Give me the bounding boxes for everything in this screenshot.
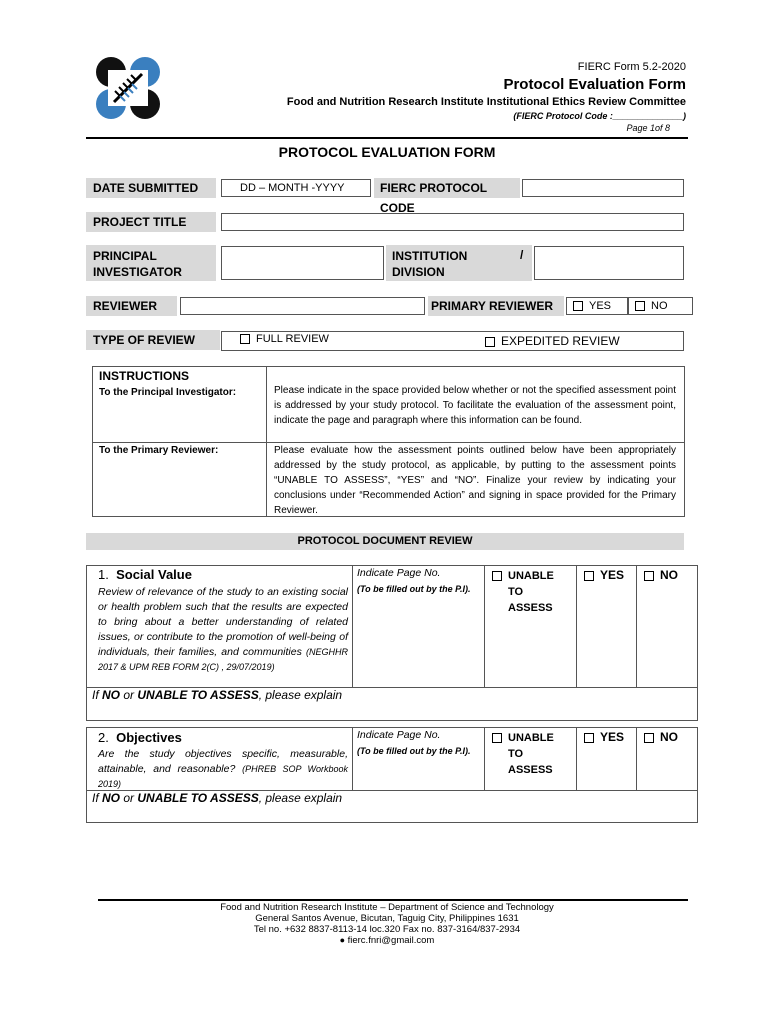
footer-divider: [98, 899, 688, 901]
checkbox-icon: [644, 733, 654, 743]
col-divider: [636, 727, 637, 791]
date-submitted-label: DATE SUBMITTED: [86, 178, 216, 198]
project-title-field[interactable]: [221, 213, 684, 231]
col-divider: [352, 565, 353, 688]
date-submitted-field[interactable]: DD – MONTH -YYYY: [221, 179, 371, 197]
protocol-code-line: (FIERC Protocol Code :______________): [513, 111, 686, 121]
col-divider: [576, 565, 577, 688]
col-divider: [352, 727, 353, 791]
reviewer-field[interactable]: [180, 297, 425, 315]
checkbox-icon: [485, 337, 495, 347]
pi-instruction-text: Please indicate in the space provided below whether or not the specified assessment point is addressed by your study protocol. To facilitate the evaluation of the assessment point, indicate the page and paragraph where this information can be found.: [274, 385, 676, 426]
yes-option[interactable]: YES: [584, 730, 624, 744]
header-divider: [86, 137, 688, 139]
no-option[interactable]: NO: [644, 730, 678, 744]
footer-address: General Santos Avenue, Bicutan, Taguig City, Philippines 1631: [255, 913, 519, 924]
unable-to-assess-option[interactable]: UNABLE TO ASSESS: [492, 730, 554, 778]
page-no-label: Indicate Page No.: [357, 567, 441, 579]
full-review-option[interactable]: FULL REVIEW: [240, 333, 329, 345]
col-divider: [484, 565, 485, 688]
form-number: FIERC Form 5.2-2020: [577, 61, 686, 73]
footer-org: Food and Nutrition Research Institute – Department of Science and Technology: [220, 902, 554, 913]
reviewer-instruction-text: Please evaluate how the assessment points outlined below have been appropriately addressed by the study protocol, as applicable, by putting to the assessment points “UNABLE TO ASSESS”, “YES” and “NO”. Finalize your review by indicating your conclusions under “Recommended Action” and signing in space provided for the Primary Reviewer.: [274, 445, 676, 516]
fnri-logo: [94, 56, 162, 120]
footer-email[interactable]: ● fierc.fnri@gmail.com: [339, 935, 435, 946]
checkbox-icon: [635, 301, 645, 311]
bullet-icon: ●: [339, 935, 348, 945]
explain-field[interactable]: [88, 704, 696, 719]
reviewer-instruction-label: To the Primary Reviewer:: [99, 445, 219, 456]
principal-investigator-field[interactable]: [221, 246, 384, 280]
no-option[interactable]: NO: [644, 568, 678, 582]
primary-reviewer-yes[interactable]: YES: [566, 297, 628, 315]
protocol-code-field[interactable]: [522, 179, 684, 197]
reviewer-label: REVIEWER: [86, 296, 177, 316]
yes-option[interactable]: YES: [584, 568, 624, 582]
principal-investigator-label: PRINCIPAL INVESTIGATOR: [86, 245, 216, 281]
instructions-title: INSTRUCTIONS: [99, 369, 189, 383]
main-title: PROTOCOL EVALUATION FORM: [278, 144, 496, 160]
pi-instruction-label: To the Principal Investigator:: [99, 387, 237, 398]
checkbox-icon: [644, 571, 654, 581]
form-title: Protocol Evaluation Form: [503, 76, 686, 93]
page-no-note[interactable]: (To be filled out by the P.I).: [357, 584, 471, 594]
protocol-code-label: FIERC PROTOCOL CODE: [374, 178, 520, 198]
page-no-note[interactable]: (To be filled out by the P.I).: [357, 746, 471, 756]
col-divider: [576, 727, 577, 791]
checkbox-icon: [584, 571, 594, 581]
item-title: 1. Social Value: [98, 567, 192, 582]
footer: [86, 902, 688, 946]
col-divider: [636, 565, 637, 688]
primary-reviewer-no[interactable]: NO: [628, 297, 693, 315]
footer-phone: Tel no. +632 8837-8113-14 loc.320 Fax no. 837-3164/837-2934: [253, 924, 521, 935]
committee-name: Food and Nutrition Research Institute Institutional Ethics Review Committee: [286, 96, 686, 108]
institution-slash: /: [520, 248, 524, 262]
unable-to-assess-option[interactable]: UNABLE TO ASSESS: [492, 568, 554, 616]
checkbox-icon: [492, 571, 502, 581]
explain-field[interactable]: [88, 806, 696, 821]
item-description: Are the study objectives specific, measurable, attainable, and reasonable? (PHREB SOP Workbook 2019): [98, 748, 348, 789]
explain-prompt: If NO or UNABLE TO ASSESS, please explain: [92, 688, 343, 702]
item-description: Review of relevance of the study to an existing social or health problem such that the results are expected to bring about a better understanding of related issues, or contribute to the promotion of well-being of individuals, their families, and communities (NEGHHR 2017 & UPM REB FORM 2(C) , 29/07/2019): [98, 586, 348, 672]
expedited-review-option[interactable]: EXPEDITED REVIEW: [485, 334, 620, 348]
page-no-label: Indicate Page No.: [357, 729, 441, 741]
institution-division-field[interactable]: [534, 246, 684, 280]
col-divider: [484, 727, 485, 791]
checkbox-icon: [584, 733, 594, 743]
project-title-label: PROJECT TITLE: [86, 212, 216, 232]
institution-division-label: INSTITUTION DIVISION: [386, 245, 532, 281]
type-of-review-label: TYPE OF REVIEW: [86, 330, 220, 350]
checkbox-icon: [492, 733, 502, 743]
page-number: Page 1of 8: [626, 123, 670, 133]
item-title: 2. Objectives: [98, 730, 182, 745]
checkbox-icon: [573, 301, 583, 311]
explain-prompt: If NO or UNABLE TO ASSESS, please explain: [92, 791, 343, 805]
checkbox-icon: [240, 334, 250, 344]
protocol-document-review-header: PROTOCOL DOCUMENT REVIEW: [86, 533, 684, 550]
primary-reviewer-label: PRIMARY REVIEWER: [428, 296, 564, 316]
